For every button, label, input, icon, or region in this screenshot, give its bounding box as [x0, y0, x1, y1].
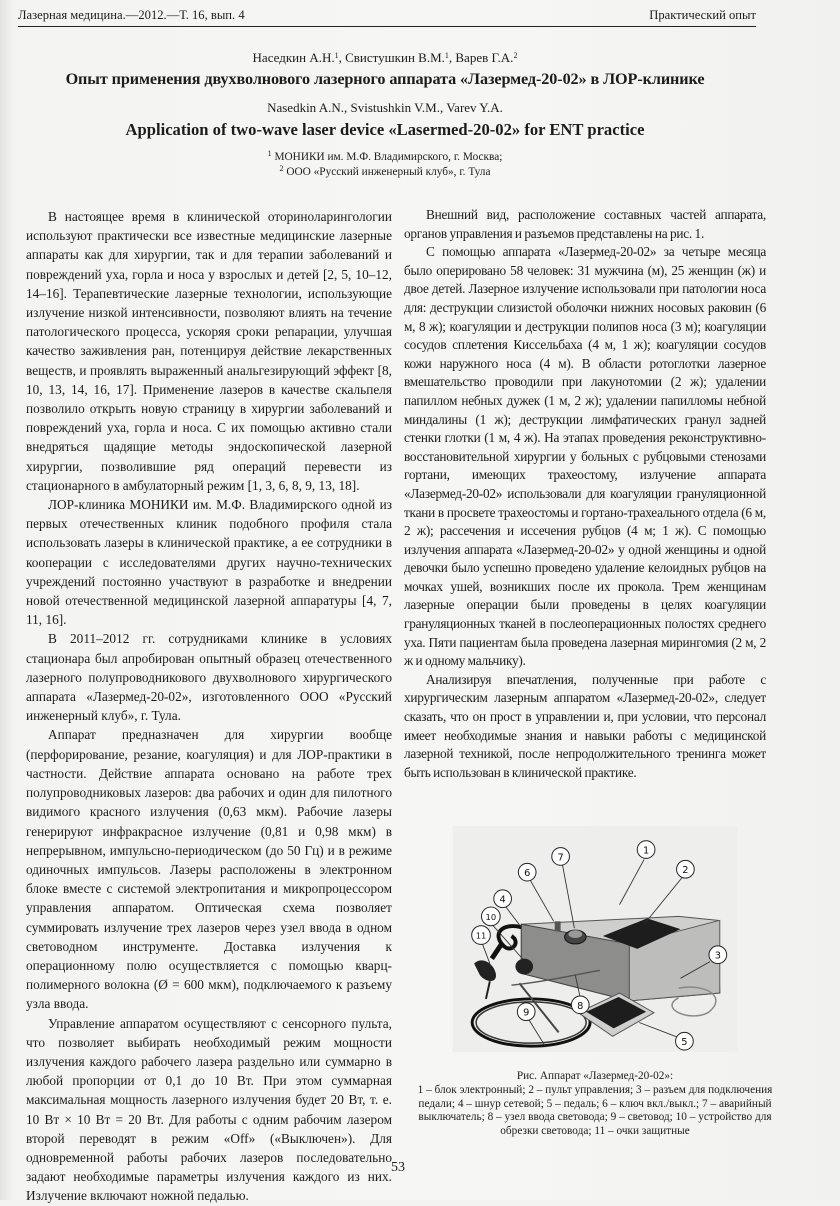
affiliation-text: ООО «Русский инженерный клуб», г. Тула: [286, 166, 491, 178]
svg-text:2: 2: [682, 865, 689, 877]
callout-2: [677, 860, 695, 878]
affil-marker: 2: [513, 51, 518, 60]
callout-8: [571, 996, 589, 1014]
svg-text:4: 4: [499, 894, 506, 906]
affil-number: 2: [279, 164, 284, 173]
svg-text:1: 1: [642, 845, 650, 857]
running-head: [18, 4, 756, 27]
figure-caption-title: Рис. Аппарат «Лазермед-20-02»:: [516, 1070, 674, 1082]
device-figure: [450, 826, 740, 1052]
callout-9: [517, 1003, 535, 1021]
paragraph: В настоящее время в клинической оториноларингологии используют практически все известные медицинские лазерные аппараты как для хирургии, так и для терапии заболеваний и повреждений уха, горла и носа у взрослых и детей [2, 5, 10–12, 14–16]. Терапевтические лазерные технологии, использующие излучение низкой интенсивности, позволяют влиять на течение патологического процесса, ускоряя сроки репарации, улучшая качество заживления ран, потенцируя действие лекарственных веществ, и проявлять выраженный анальгезирующий эффект [8, 10, 13, 14, 16, 17]. Применение лазеров в качестве скальпеля позволило открыть новую страницу в хирургии заболеваний и повреждений уха, горла и носа. С их помощью активно стали внедряться щадящие методы эндоскопической лазерной хирургии, позволившие ряд операций перевести из стационарного в амбулаторный режим [1, 3, 6, 8, 9, 13, 18].: [26, 209, 392, 493]
author: Свистушкин В.М.: [345, 50, 445, 65]
article-title-ru: Опыт применения двухволнового лазерного аппарата «Лазермед-20-02» в ЛОР-клинике: [65, 70, 705, 88]
paragraph: Управление аппаратом осуществляют с сенсорного пульта, что позволяет выбирать необходимый режим мощности излучения каждого рабочего лазера раздельно или суммарно в любой пропорции от 0,1 до 10 Вт. При этом суммарная максимальная мощность лазерного излучения будет 20 Вт, т. е. 10 Вт × 10 Вт = 20 Вт. Для работы с одним рабочим лазером второй переводят в режим «Off» («Выключен»). Для одновременной работы рабочих лазеров последовательно задают необходимые параметры излучения каждого из них. Излучение включают ножной педалью.: [26, 1015, 392, 1204]
svg-text:5: 5: [681, 1037, 688, 1049]
authors-ru: Наседкин А.Н.$^1$, Свистушкин В.М.$^1$, Варев Г.А.$^2$: [252, 50, 518, 65]
article-title-en: Application of two-wave laser device «Lasermed-20-02» for ENT practice: [125, 120, 645, 139]
paragraph: С помощью аппарата «Лазермед-20-02» за четыре месяца было оперировано 58 человек: 31 мужчина (м), 25 женщин (ж) и двое детей. Лазерное излучение использовали при патологии носа для: деструкции слизистой оболочки нижних носовых раковин (6 м, 8 ж); коагуляции и деструкции полипов носа (3 м); коагуляции сосудов сплетения Киссельбаха (4 м, 1 ж); коагуляции сосудов кожи наружного носа (4 м). В области ротоглотки лазерное вмешательство проводили при лакунотомии (2 ж); удалении папиллом небных дужек (1 м, 2 ж); удалении папилломы небной миндалины (1 ж); деструкции лимфатических гранул задней стенки глотки (1 м, 4 ж). На этапах проведения реконструктивно-восстановительной хирургии у больных с рубцовыми стенозами гортани, имеющих трахеостому, излучение аппарата «Лазермед-20-02» использовали для коагуляции грануляционной ткани в просвете трахеостомы и гортано-трахеального отдела (6 м, 2 ж); рассечения и иссечения рубцов (4 м; 1 ж). С помощью излучения аппарата «Лазермед-20-02» у одной женщины и одной девочки было успешно проведено удаление келоидных рубцов на мочках ушей, возникших после их прокола. Трем женщинам лазерные операции были проведены в целях коагуляции грануляционных тканей в послеоперационных полостях среднего уха. Пяти пациентам была проведена лазерная мирингомия (2 м, 2 ж и одному мальчику).: [404, 244, 766, 669]
svg-text:3: 3: [714, 950, 721, 962]
left-column: [26, 207, 392, 1206]
author: Варев Г.А.: [455, 50, 514, 65]
paragraph: Внешний вид, расположение составных частей аппарата, органов управления и разъемов представлены на рис. 1.: [404, 207, 766, 241]
affiliation-text: МОНИКИ им. М.Ф. Владимирского, г. Москва;: [274, 151, 503, 163]
svg-text:6: 6: [524, 868, 531, 880]
key-shape: [555, 921, 561, 931]
authors-en: Nasedkin A.N., Svistushkin V.M., Varev Y.A.: [267, 100, 503, 115]
callout-3: [709, 946, 727, 964]
callout-5: [676, 1032, 694, 1050]
fiber-cutter-shape: [515, 959, 533, 975]
paragraph: Анализируя впечатления, полученные при работе с хирургическим лазерным аппаратом «Лазермед-20-02», следует сказать, что он прост в управлении и, при условии, что персонал имеет необходимые знания и навыки работы с медицинской лазерной техникой, после непродолжительного тренинга может быть использован в клинической практике.: [404, 671, 766, 780]
affil-marker: 1: [444, 51, 449, 60]
section-name: Практический опыт: [649, 8, 756, 22]
svg-text:8: 8: [577, 1000, 584, 1012]
right-column: [404, 206, 766, 782]
callout-4: [494, 890, 512, 908]
figure-caption-legend: 1 – блок электронный; 2 – пульт управления; 3 – разъем для подключения педали; 4 – шнур сетевой; 5 – педаль; 6 – ключ вкл./выкл.; 7 – аварийный выключатель; 8 – узел ввода световода; 9 – световод; 10 – устройство для обрезки световода; 11 – очки защитные: [417, 1083, 773, 1138]
paragraph: ЛОР-клиника МОНИКИ им. М.Ф. Владимирского одной из первых отечественных клиник подобного профиля стала использовать лазеры в клинической практике, а ее сотрудники в кооперации с исследователями других научно-технических учреждений постоянно участвуют в разработке и внедрении новой отечественной медицинской лазерной аппаратуры [4, 7, 11, 16].: [26, 497, 392, 628]
page-number: 53: [391, 1160, 405, 1175]
paragraph: Аппарат предназначен для хирургии вообще (перфорирование, резание, коагуляция) и для ЛОР-практики в частности. Действие аппарата основано на работе трех полупроводниковых лазеров: два рабочих и один для пилотного видимого красного излучения (0,63 мкм). Рабочие лазеры генерируют инфракрасное излучение (0,81 и 0,98 мкм) в непрерывном, импульсно-периодическом (до 50 Гц) и в режиме одиночных импульсов. Лазеры расположены в электронном блоке вместе с системой электропитания и микропроцессором управления аппаратом. Оптическая схема позволяет суммировать излучение трех лазеров через узел ввода в одном световодном инструменте. Доставка излучения к операционному полю осуществляется с помощью кварц-полимерного волокна (Ø = 600 мкм), подключаемого к разъему узла ввода.: [26, 727, 392, 1012]
callout-11: [472, 926, 491, 945]
affiliation: [0, 150, 770, 165]
callout-1: [637, 841, 655, 859]
svg-text:10: 10: [485, 911, 497, 922]
affil-number: 1: [267, 149, 272, 158]
callout-7: [552, 848, 570, 866]
svg-text:9: 9: [523, 1007, 530, 1019]
author: Наседкин А.Н.: [252, 50, 335, 65]
callout-10: [482, 907, 501, 926]
figure-caption: [410, 1070, 780, 1139]
lasermed-device-illustration: [450, 826, 740, 1052]
svg-text:7: 7: [557, 852, 564, 864]
journal-citation: Лазерная медицина.—2012.—Т. 16, вып. 4: [18, 8, 245, 22]
affiliations: [0, 150, 770, 180]
svg-text:11: 11: [475, 930, 487, 941]
paragraph: В 2011–2012 гг. сотрудниками клинике в условиях стационара был апробирован опытный образец отечественного лазерного полупроводникового двухволнового хирургического аппарата «Лазермед-20-02», изготовленного ООО «Русский инженерный клуб», г. Тула.: [26, 631, 392, 724]
callout-6: [518, 863, 536, 881]
affiliation: [0, 165, 770, 180]
affil-marker: 1: [334, 51, 339, 60]
